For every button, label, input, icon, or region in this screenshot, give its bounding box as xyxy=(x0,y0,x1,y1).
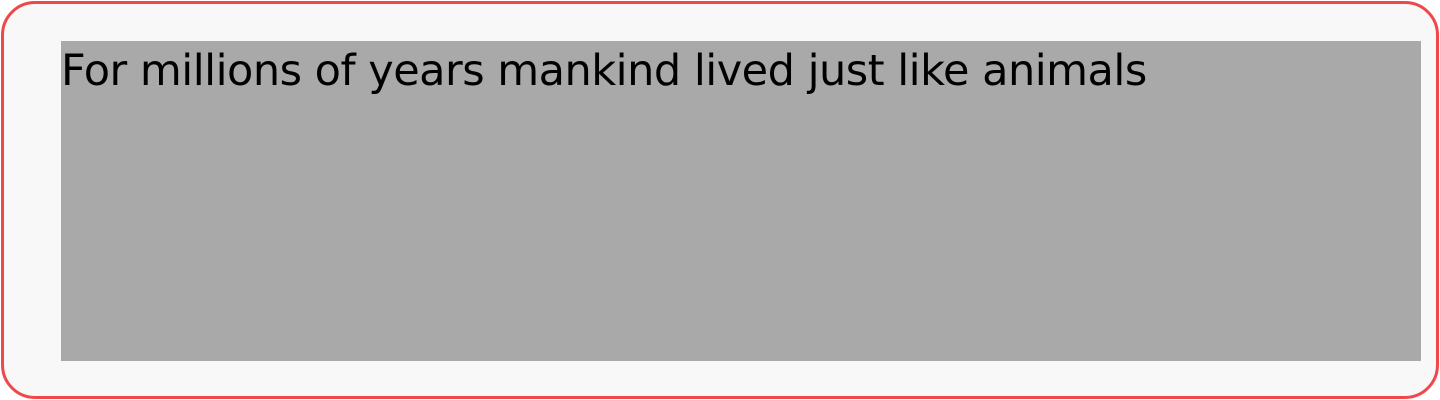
panel-text: For millions of years mankind lived just like animals xyxy=(61,46,1147,96)
outer-frame xyxy=(1,1,1439,399)
content-panel xyxy=(61,41,1421,361)
